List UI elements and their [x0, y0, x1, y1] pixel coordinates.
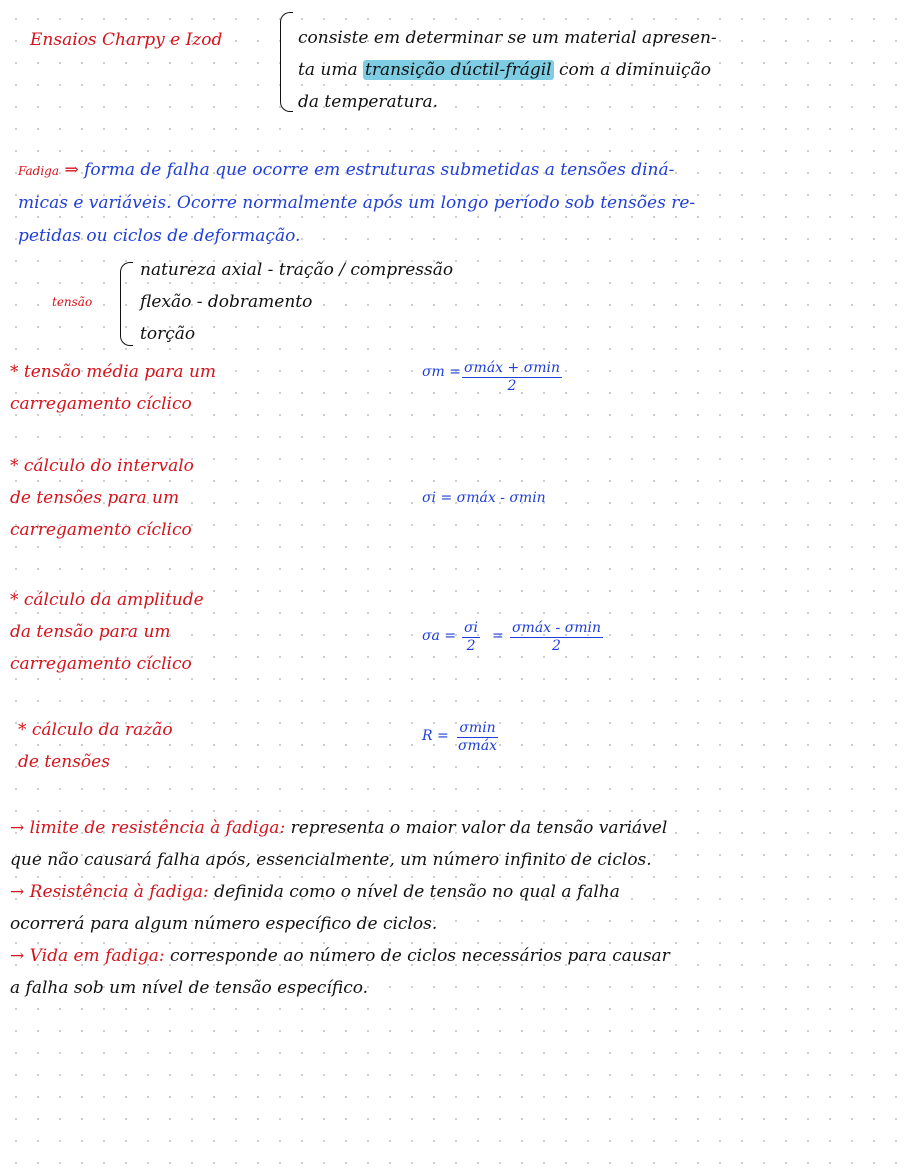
formula-media-lhs: σm =: [422, 364, 462, 380]
charpy-line-1: consiste em determinar se um material apresen-: [298, 28, 717, 48]
definition-limite-term: limite de resistência à fadiga:: [29, 818, 286, 838]
charpy-line-2: ta uma transição dúctil-frágil com a diminuição: [298, 60, 711, 80]
section-amplitude-line-2: da tensão para um: [10, 622, 171, 642]
charpy-brace: [280, 12, 293, 112]
fadiga-line-1: forma de falha que ocorre em estruturas submetidas a tensões diná-: [84, 160, 675, 180]
formula-media-fraction: [462, 360, 562, 395]
charpy-line-3: da temperatura.: [298, 92, 439, 112]
section-intervalo-line-2: de tensões para um: [10, 488, 180, 508]
section-razao-line-1: * cálculo da razão: [18, 720, 173, 740]
section-media-line-2: carregamento cíclico: [10, 394, 192, 414]
definition-vida-line-2: a falha sob um nível de tensão específico.: [10, 978, 369, 998]
formula-media-numerator: σmáx + σmin: [464, 360, 561, 376]
section-amplitude-line-3: carregamento cíclico: [10, 654, 192, 674]
formula-razao-numerator: σmin: [459, 720, 496, 736]
formula-razao-denominator: σmáx: [458, 738, 498, 754]
tensao-item-2: flexão - dobramento: [140, 292, 313, 312]
tensao-item-1: natureza axial - tração / compressão: [140, 260, 454, 280]
definition-resistencia-line-1: → Resistência à fadiga: definida como o nível de tensão no qual a falha: [10, 882, 620, 902]
definition-limite-line-1: → limite de resistência à fadiga: representa o maior valor da tensão variável: [10, 818, 668, 838]
formula-amplitude-denominator-2: 2: [552, 638, 561, 654]
formula-amplitude-denominator-1: 2: [466, 638, 476, 654]
formula-amplitude-numerator-2: σmáx - σmin: [512, 620, 602, 636]
section-intervalo-line-1: * cálculo do intervalo: [10, 456, 194, 476]
tensao-item-3: torção: [140, 324, 196, 344]
formula-amplitude-equals: =: [492, 628, 504, 644]
formula-amplitude-fraction-1: [462, 620, 480, 655]
section-intervalo-line-3: carregamento cíclico: [10, 520, 192, 540]
definition-limite-line-2: que não causará falha após, essencialmente, um número infinito de ciclos.: [10, 850, 652, 870]
definition-vida-line-1: → Vida em fadiga: corresponde ao número de ciclos necessários para causar: [10, 946, 670, 966]
tensao-label: tensão: [52, 295, 93, 309]
charpy-highlight: transição dúctil-frágil: [364, 60, 552, 80]
formula-amplitude-numerator-1: σi: [464, 620, 479, 636]
fadiga-heading: [18, 160, 674, 180]
definition-vida-term: Vida em fadiga:: [29, 946, 165, 966]
section-amplitude-line-1: * cálculo da amplitude: [10, 590, 204, 610]
formula-amplitude-lhs: σa =: [422, 628, 457, 644]
fadiga-arrow: ⇒: [64, 160, 79, 180]
formula-media-denominator: 2: [507, 378, 517, 394]
formula-razao-lhs: R =: [422, 728, 449, 744]
section-media-line-1: * tensão média para um: [10, 362, 217, 382]
fadiga-label: Fadiga: [18, 164, 60, 178]
definition-resistencia-term: Resistência à fadiga:: [29, 882, 209, 902]
charpy-label: Ensaios Charpy e Izod: [30, 30, 223, 50]
formula-razao-fraction: [456, 720, 499, 755]
section-razao-line-2: de tensões: [18, 752, 110, 772]
formula-amplitude-fraction-2: [510, 620, 603, 655]
fadiga-line-3: petidas ou ciclos de deformação.: [18, 226, 301, 246]
tensao-brace: [120, 262, 133, 346]
definition-resistencia-line-2: ocorrerá para algum número específico de ciclos.: [10, 914, 438, 934]
formula-intervalo: σi = σmáx - σmin: [422, 490, 546, 506]
fadiga-line-2: micas e variáveis. Ocorre normalmente após um longo período sob tensões re-: [18, 193, 696, 213]
